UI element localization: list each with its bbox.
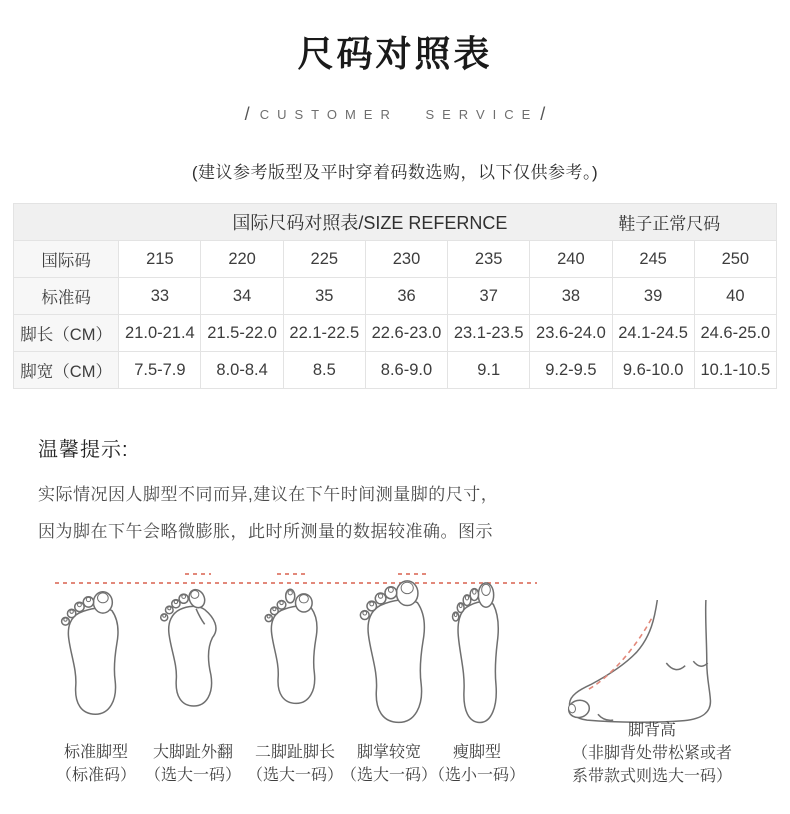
row-label: 脚宽（CM）	[14, 352, 119, 389]
tips-line-1: 实际情况因人脚型不同而异,建议在下午时间测量脚的尺寸，	[38, 485, 499, 504]
foot-narrow-icon	[448, 580, 508, 730]
foot-type-label	[429, 741, 525, 787]
size-cell: 220	[201, 241, 283, 278]
size-cell: 225	[283, 241, 365, 278]
size-cell: 9.2-9.5	[530, 352, 612, 389]
foot-type-label	[341, 741, 437, 787]
table-row-standard-size	[14, 278, 777, 315]
size-cell: 38	[530, 278, 612, 315]
row-label: 脚长（CM）	[14, 315, 119, 352]
size-cell: 24.6-25.0	[694, 315, 776, 352]
size-cell: 22.6-23.0	[365, 315, 447, 352]
table-title-right: 鞋子正常尺码	[618, 214, 721, 234]
size-cell: 235	[448, 241, 530, 278]
size-cell: 23.1-23.5	[448, 315, 530, 352]
foot-type-label	[572, 719, 732, 788]
size-cell: 8.5	[283, 352, 365, 389]
slash-decoration: /	[540, 104, 546, 124]
table-header-cell	[14, 204, 777, 241]
size-cell: 215	[119, 241, 201, 278]
size-cell: 35	[283, 278, 365, 315]
size-cell: 39	[612, 278, 694, 315]
foot-type-note: （选大一码）	[144, 767, 242, 784]
size-cell: 23.6-24.0	[530, 315, 612, 352]
foot-type-note: （选小一码）	[428, 767, 526, 784]
foot-type-name: 二脚趾脚长	[254, 744, 336, 761]
foot-side-high-instep-icon	[563, 600, 739, 726]
foot-type-note: （非脚背处带松紧或者	[571, 745, 733, 762]
size-cell: 230	[365, 241, 447, 278]
table-title-left: 国际尺码对照表/SIZE REFERNCE	[232, 213, 508, 233]
foot-type-note: 系带款式则选大一码）	[571, 768, 733, 785]
row-label: 标准码	[14, 278, 119, 315]
size-cell: 245	[612, 241, 694, 278]
foot-type-note: （标准码）	[55, 767, 137, 784]
size-cell: 21.0-21.4	[119, 315, 201, 352]
slash-decoration: /	[244, 104, 250, 124]
size-cell: 22.1-22.5	[283, 315, 365, 352]
foot-type-note: （选大一码）	[246, 767, 344, 784]
size-cell: 240	[530, 241, 612, 278]
foot-type-name: 大脚趾外翻	[152, 744, 234, 761]
size-cell: 9.6-10.0	[612, 352, 694, 389]
measure-tick	[398, 573, 426, 575]
page-title: 尺码对照表	[297, 33, 493, 74]
table-row-international-size	[14, 241, 777, 278]
customer-service-subtitle	[0, 104, 790, 125]
size-conversion-table	[13, 203, 777, 389]
size-cell: 37	[448, 278, 530, 315]
size-cell: 24.1-24.5	[612, 315, 694, 352]
foot-type-diagrams	[0, 564, 790, 814]
size-cell: 36	[365, 278, 447, 315]
size-cell: 8.6-9.0	[365, 352, 447, 389]
table-header-row	[14, 204, 777, 241]
foot-bunion-icon	[158, 572, 228, 728]
foot-type-label	[247, 741, 343, 787]
foot-type-name: 标准脚型	[63, 744, 129, 761]
size-cell: 7.5-7.9	[119, 352, 201, 389]
foot-wide-icon	[354, 578, 438, 730]
table-row-foot-width	[14, 352, 777, 389]
size-cell: 40	[694, 278, 776, 315]
foot-type-note: （选大一码）	[340, 767, 438, 784]
foot-standard-icon	[56, 580, 130, 730]
tips-heading: 温馨提示:	[38, 439, 129, 461]
foot-type-name: 脚背高	[627, 722, 677, 739]
subtitle-text: CUSTOMER SERVICE	[259, 107, 539, 122]
foot-type-name: 瘦脚型	[452, 744, 502, 761]
purchase-advice-note: (建议参考版型及平时穿着码数选购，以下仅供参考。)	[191, 163, 599, 182]
foot-type-label	[56, 741, 136, 787]
row-label: 国际码	[14, 241, 119, 278]
size-cell: 250	[694, 241, 776, 278]
size-cell: 34	[201, 278, 283, 315]
size-cell: 33	[119, 278, 201, 315]
table-row-foot-length	[14, 315, 777, 352]
size-cell: 9.1	[448, 352, 530, 389]
foot-long-second-toe-icon	[260, 570, 328, 728]
size-cell: 8.0-8.4	[201, 352, 283, 389]
foot-type-name: 脚掌较宽	[356, 744, 422, 761]
size-cell: 10.1-10.5	[694, 352, 776, 389]
warm-tips-section	[38, 433, 790, 550]
foot-type-label	[145, 741, 241, 787]
tips-line-2: 因为脚在下午会略微膨胀，此时所测量的数据较准确。图示	[38, 522, 493, 541]
size-cell: 21.5-22.0	[201, 315, 283, 352]
